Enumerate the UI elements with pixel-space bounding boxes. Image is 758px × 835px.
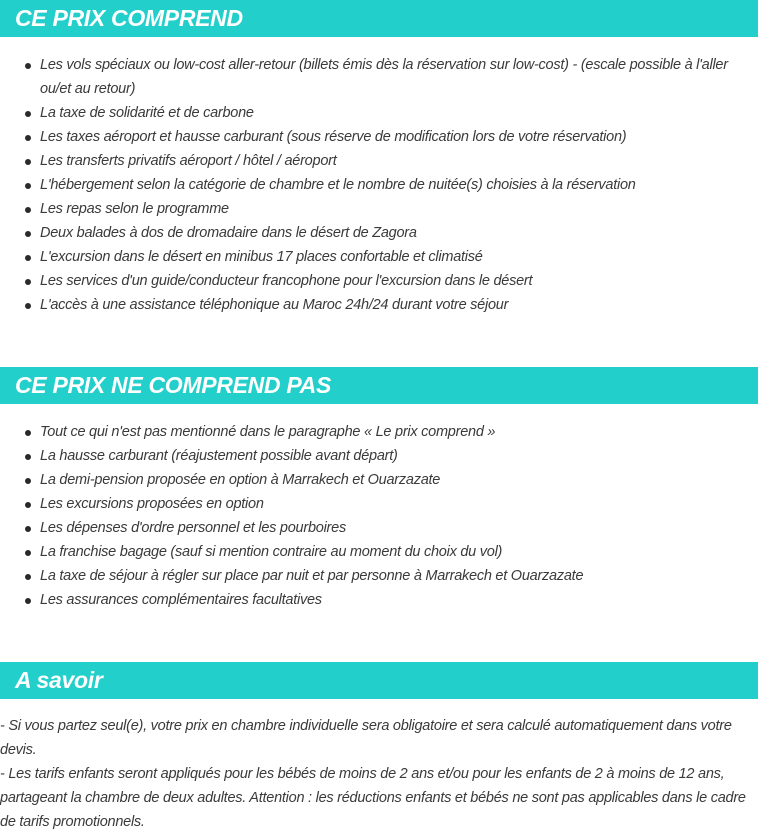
list-item: L'hébergement selon la catégorie de chambre et le nombre de nuitée(s) choisies à la réservation bbox=[0, 173, 758, 197]
list-item: La franchise bagage (sauf si mention contraire au moment du choix du vol) bbox=[0, 540, 758, 564]
section-header-ne-comprend-pas: CE PRIX NE COMPREND PAS bbox=[0, 367, 758, 404]
list-item: Les transferts privatifs aéroport / hôtel / aéroport bbox=[0, 149, 758, 173]
list-item: La taxe de séjour à régler sur place par nuit et par personne à Marrakech et Ouarzazate bbox=[0, 564, 758, 588]
list-comprend bbox=[0, 53, 758, 317]
list-item: Les taxes aéroport et hausse carburant (sous réserve de modification lors de votre réservation) bbox=[0, 125, 758, 149]
list-item: Les repas selon le programme bbox=[0, 197, 758, 221]
list-ne-comprend-pas bbox=[0, 420, 758, 612]
section-header-comprend: CE PRIX COMPREND bbox=[0, 0, 758, 37]
list-item: La demi-pension proposée en option à Marrakech et Ouarzazate bbox=[0, 468, 758, 492]
list-item: Les vols spéciaux ou low-cost aller-retour (billets émis dès la réservation sur low-cost) - (escale possible à l'aller ou/et au retour) bbox=[0, 53, 758, 101]
list-item: Deux balades à dos de dromadaire dans le désert de Zagora bbox=[0, 221, 758, 245]
list-item: Les services d'un guide/conducteur francophone pour l'excursion dans le désert bbox=[0, 269, 758, 293]
a-savoir-text bbox=[0, 714, 752, 834]
list-item: Les excursions proposées en option bbox=[0, 492, 758, 516]
list-item: L'excursion dans le désert en minibus 17 places confortable et climatisé bbox=[0, 245, 758, 269]
list-item: La hausse carburant (réajustement possible avant départ) bbox=[0, 444, 758, 468]
list-item: L'accès à une assistance téléphonique au Maroc 24h/24 durant votre séjour bbox=[0, 293, 758, 317]
a-savoir-paragraph: - Les tarifs enfants seront appliqués pour les bébés de moins de 2 ans et/ou pour les enfants de 2 à moins de 12 ans, partageant la chambre de deux adultes. Attention : les réductions enfants et bébés ne sont pas applicables dans le cadre de tarifs promotionnels. bbox=[0, 766, 746, 830]
a-savoir-paragraph: - Si vous partez seul(e), votre prix en chambre individuelle sera obligatoire et sera calculé automatiquement dans votre devis. bbox=[0, 718, 732, 758]
list-item: Les dépenses d'ordre personnel et les pourboires bbox=[0, 516, 758, 540]
list-item: Tout ce qui n'est pas mentionné dans le paragraphe « Le prix comprend » bbox=[0, 420, 758, 444]
section-header-a-savoir: A savoir bbox=[0, 662, 758, 699]
list-item: Les assurances complémentaires facultatives bbox=[0, 588, 758, 612]
list-item: La taxe de solidarité et de carbone bbox=[0, 101, 758, 125]
